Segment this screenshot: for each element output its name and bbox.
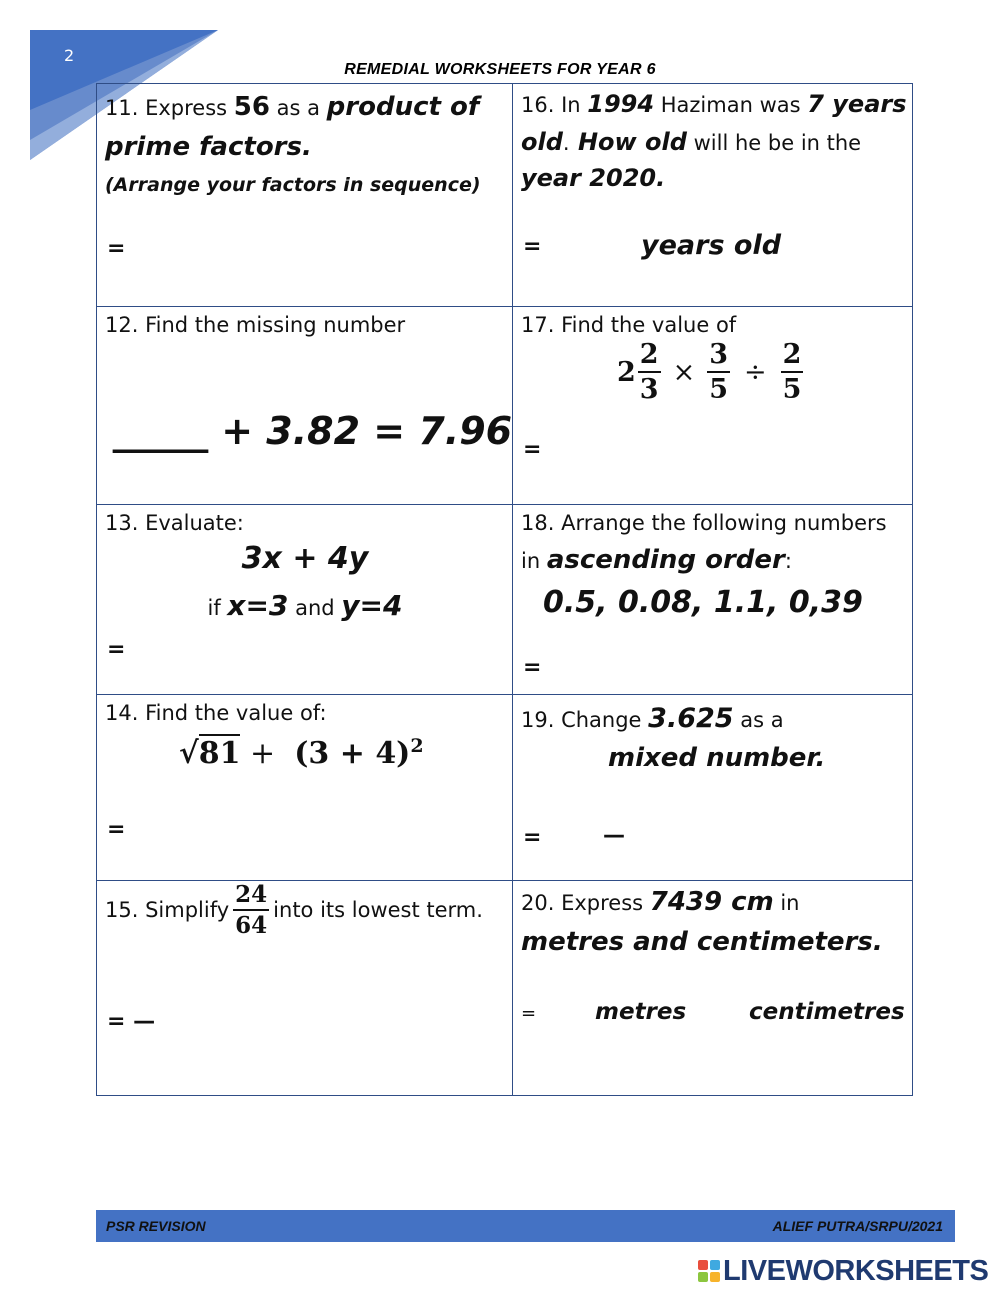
q17-expression — [617, 341, 803, 403]
page-title: REMEDIAL WORKSHEETS FOR YEAR 6 — [344, 61, 656, 78]
q12-prompt: 12. Find the missing number — [105, 313, 406, 337]
q16-year: 1994 — [587, 90, 655, 118]
q16-unit: years old — [641, 230, 782, 261]
question-19 — [513, 695, 913, 881]
liveworksheets-icon — [698, 1260, 720, 1282]
sqrt-icon: √ — [179, 736, 199, 771]
q16-mid2: will he be in the — [686, 131, 862, 155]
q15-suffix: into its lowest term. — [273, 898, 483, 922]
q13-prompt: 13. Evaluate: — [105, 511, 244, 535]
footer-right: ALIEF PUTRA/SRPU/2021 — [772, 1218, 943, 1234]
q11-phrase2: prime factors. — [105, 132, 312, 162]
q20-value: 7439 cm — [649, 887, 774, 917]
q11-number: 56 — [233, 92, 270, 122]
question-14 — [97, 695, 513, 881]
footer-bar — [96, 1210, 955, 1242]
q13-answer[interactable]: = — [107, 637, 126, 662]
q19-number: 3.625 — [648, 703, 734, 734]
question-16 — [513, 84, 913, 307]
q11-phrase1: product of — [326, 92, 480, 122]
q14-radicand: 81 — [198, 736, 241, 771]
question-17 — [513, 307, 913, 505]
q18-colon: : — [784, 549, 792, 573]
q11-answer[interactable]: = — [107, 236, 126, 261]
worksheet-grid — [96, 83, 913, 1096]
q18-in: in — [521, 549, 547, 573]
q15-prefix: 15. Simplify — [105, 898, 230, 922]
question-12 — [97, 307, 513, 505]
page-number: 2 — [64, 46, 75, 65]
q20-prefix: 20. Express — [521, 891, 650, 915]
q19-mid: as a — [733, 708, 784, 732]
question-11 — [97, 84, 513, 307]
q16-answer[interactable]: = — [523, 234, 542, 259]
q16-how: How old — [569, 128, 687, 156]
q17-times: × — [672, 356, 696, 388]
q13-expression: 3x + 4y — [241, 541, 369, 576]
q20-unit-metres: metres — [595, 999, 687, 1025]
q16-mid1: Haziman was — [654, 93, 808, 117]
q20-answer[interactable]: = — [521, 1003, 537, 1024]
q19-blank[interactable]: — — [603, 823, 625, 848]
question-20 — [513, 881, 913, 1096]
q19-phrase: mixed number. — [608, 743, 826, 773]
q18-prompt: 18. Arrange the following numbers — [521, 511, 887, 535]
q17-divide: ÷ — [744, 356, 767, 388]
q17-fraction-1: $\frac{2}{3}$ — [639, 339, 659, 405]
q18-order: ascending order — [546, 545, 785, 575]
q17-fraction-2: $\frac{3}{5}$ — [709, 339, 729, 405]
q14-prompt: 14. Find the value of: — [105, 701, 327, 725]
q14-expression — [179, 735, 424, 771]
q20-mid: in — [773, 891, 800, 915]
q19-prefix: 19. Change — [521, 708, 649, 732]
q13-y: y=4 — [341, 589, 403, 622]
q11-mid: as a — [269, 96, 327, 120]
q14-power: 2 — [410, 735, 424, 757]
q14-paren: (3 + 4) — [294, 736, 411, 771]
q15-answer[interactable]: = — — [107, 1009, 156, 1034]
q18-answer[interactable]: = — [523, 655, 542, 680]
q16-year2: year 2020. — [521, 164, 666, 192]
question-18 — [513, 505, 913, 695]
q16-prefix: 16. In — [521, 93, 588, 117]
q12-equation[interactable]: _____ + 3.82 = 7.96 — [113, 409, 513, 453]
q15-fraction: $\frac{24}{64}$ — [235, 881, 268, 939]
q11-note: (Arrange your factors in sequence) — [105, 174, 481, 196]
q17-whole: 2 — [617, 356, 636, 388]
q13-and: and — [288, 596, 342, 620]
question-13 — [97, 505, 513, 695]
q11-prefix: 11. Express — [105, 96, 234, 120]
question-15 — [97, 881, 513, 1096]
brand-name: LIVEWORKSHEETS — [723, 1254, 989, 1287]
q16-dot: . — [562, 131, 570, 155]
q17-fraction-3: $\frac{2}{5}$ — [782, 339, 802, 405]
q16-age: 7 years — [807, 90, 907, 118]
q17-prompt: 17. Find the value of — [521, 313, 737, 337]
q20-phrase: metres and centimeters. — [521, 927, 883, 957]
q17-answer[interactable]: = — [523, 437, 542, 462]
q13-if: if — [207, 596, 228, 620]
footer-left: PSR REVISION — [106, 1218, 206, 1234]
q16-age2: old — [521, 128, 563, 156]
q18-numbers: 0.5, 0.08, 1.1, 0,39 — [543, 585, 863, 620]
q14-plus: + — [240, 736, 295, 771]
q13-x: x=3 — [227, 589, 289, 622]
brand-logo — [698, 1254, 988, 1288]
q19-answer[interactable]: = — [523, 825, 542, 850]
q20-unit-centimetres: centimetres — [749, 999, 905, 1025]
q14-answer[interactable]: = — [107, 817, 126, 842]
